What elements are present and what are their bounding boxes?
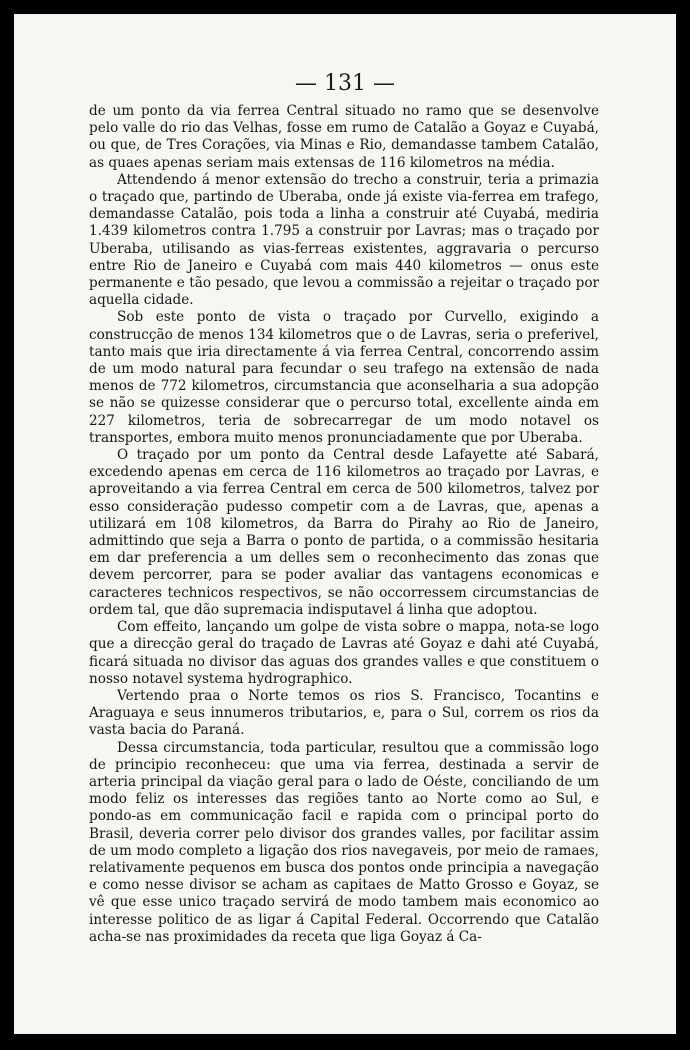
paragraph-1: de um ponto da via ferrea Central situado no ramo que se desenvolve pelo valle do rio das Velhas, fosse em rumo de Catalão a Goyaz e Cuyabá, ou que, de Tres Corações, via Minas e Rio, demandasse tambem Catalão, as quaes apenas seriam mais extensas de 116 kilometros na média. [89, 103, 599, 171]
body-text [89, 103, 599, 946]
paragraph-2: Attendendo á menor extensão do trecho a construir, teria a primazia o traçado que, partindo de Uberaba, onde já existe via-ferrea em trafego, demandasse Catalão, pois toda a linha a construir até Cuyabá, mediria 1.439 kilometros contra 1.795 a construir por Lavras; mas o traçado por Uberaba, utilisando as vias-ferreas existentes, aggravaria o percurso entre Rio de Janeiro e Cuyabá com mais 440 kilometros — onus este permanente e tão pesado, que levou a commissão a rejeitar o traçado por aquella cidade. [89, 171, 599, 309]
book-page [14, 14, 676, 1034]
page-number: — 131 — [295, 71, 395, 96]
paragraph-5: Com effeito, lançando um golpe de vista sobre o mappa, nota-se logo que a direcção geral do traçado de Lavras até Goyaz e dahi até Cuyabá, ficará situada no divisor das aguas dos grandes valles e que constituem o nosso notavel systema hydrographico. [89, 619, 599, 687]
paragraph-7: Dessa circumstancia, toda particular, resultou que a commissão logo de principio reconheceu: que uma via ferrea, destinada a servir de arteria principal da viação geral para o lado de Oéste, conciliando de um modo feliz os interesses das regiões tanto ao Norte como ao Sul, e pondo-as em communicação facil e rapida com o principal porto do Brasil, deveria correr pelo divisor dos grandes valles, por facilitar assim de um modo completo a ligação dos rios navegaveis, por meio de ramaes, relativamente pequenos em busca dos pontos onde principia a navegação e como nesse divisor se acham as capitaes de Matto Grosso e Goyaz, se vê que esse unico traçado servirá de modo tambem mais economico ao interesse politico de as ligar á Capital Federal. Occorrendo que Catalão acha-se nas proximidades da receta que liga Goyaz á Ca- [89, 739, 599, 945]
paragraph-6: Vertendo praa o Norte temos os rios S. Francisco, Tocantins e Araguaya e seus innumeros tributarios, e, para o Sul, correm os rios da vasta bacia do Paraná. [89, 687, 599, 739]
paragraph-3: Sob este ponto de vista o traçado por Curvello, exigindo a construcção de menos 134 kilometros que o de Lavras, seria o preferivel, tanto mais que iria directamente á via ferrea Central, concorrendo assim de um modo natural para fecundar o seu trafego na extensão de nada menos de 772 kilometros, circumstancia que aconselharia a sua adopção se não se quizesse considerar que o percurso total, excellente ainda em 227 kilometros, teria de sobrecarregar de um modo notavel os transportes, embora muito menos pronunciadamente que por Uberaba. [89, 309, 599, 446]
paragraph-4: O traçado por um ponto da Central desde Lafayette até Sabará, excedendo apenas em cerca de 116 kilometros ao traçado por Lavras, e aproveitando a via ferrea Central em cerca de 500 kilometros, talvez por esso consideração pudesso competir com a de Lavras, que, apenas a utilizará em 108 kilometros, da Barra do Pirahy ao Rio de Janeiro, admittindo que seja a Barra o ponto de partida, o a commissão hesitaria em dar preferencia a um delles sem o reconhecimento das zonas que devem percorrer, para se poder avaliar das vantagens economicas e caracteres technicos respectivos, se não occorressem circumstancias de ordem tal, que dão supremacia indisputavel á linha que adoptou. [89, 447, 599, 618]
